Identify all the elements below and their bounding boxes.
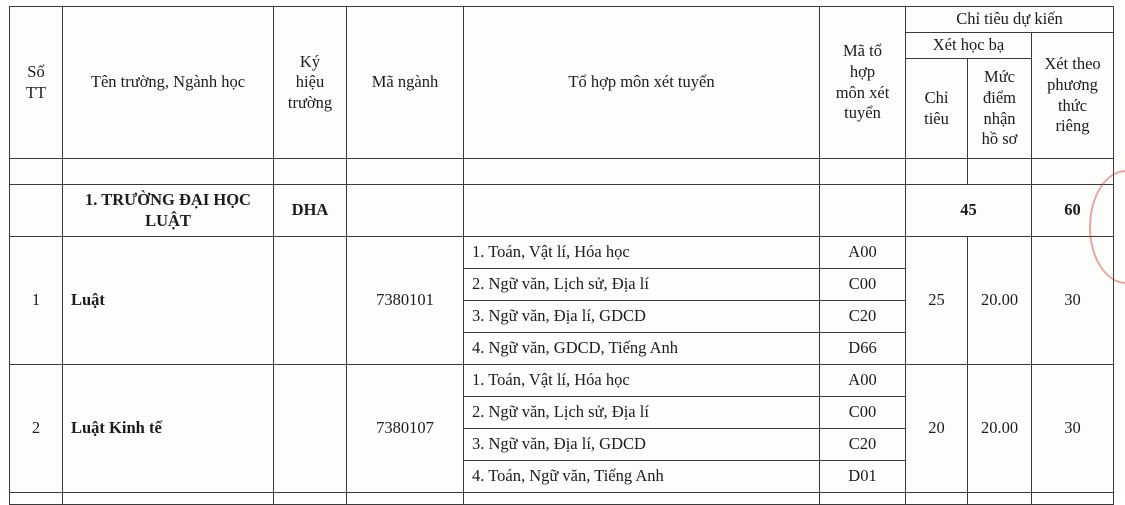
- major-name: Luật Kinh tế: [63, 365, 274, 493]
- major-own-method: 30: [1032, 237, 1114, 365]
- major-quota: 25: [906, 237, 968, 365]
- combination-code: A00: [820, 365, 906, 397]
- major-code: 7380101: [347, 237, 464, 365]
- admissions-table: [9, 6, 1114, 505]
- header-transcript-review: Xét học bạ: [906, 33, 1032, 59]
- header-own-method: Xét theo phương thức riêng: [1032, 33, 1114, 159]
- combination-label: 4. Ngữ văn, GDCD, Tiếng Anh: [464, 333, 820, 365]
- header-quota: Chỉ tiêu: [906, 59, 968, 159]
- school-quota: 45: [906, 185, 1032, 237]
- combination-code: D66: [820, 333, 906, 365]
- school-symbol: DHA: [274, 185, 347, 237]
- combination-label: 2. Ngữ văn, Lịch sử, Địa lí: [464, 269, 820, 301]
- header-subject-combination: Tổ hợp môn xét tuyển: [464, 7, 820, 159]
- header-school-major: Tên trường, Ngành học: [63, 7, 274, 159]
- combination-label: 3. Ngữ văn, Địa lí, GDCD: [464, 429, 820, 461]
- table-row: [10, 365, 1114, 397]
- major-code: 7380107: [347, 365, 464, 493]
- major-stt: 1: [10, 237, 63, 365]
- school-name: 1. TRƯỜNG ĐẠI HỌC LUẬT: [63, 185, 274, 237]
- combination-label: 2. Ngữ văn, Lịch sử, Địa lí: [464, 397, 820, 429]
- header-school-symbol: Ký hiệu trường: [274, 7, 347, 159]
- major-own-method: 30: [1032, 365, 1114, 493]
- continuation-row: [10, 493, 1114, 505]
- header-major-code: Mã ngành: [347, 7, 464, 159]
- combination-label: 3. Ngữ văn, Địa lí, GDCD: [464, 301, 820, 333]
- combination-label: 4. Toán, Ngữ văn, Tiếng Anh: [464, 461, 820, 493]
- school-own-method: 60: [1032, 185, 1114, 237]
- major-min-score: 20.00: [968, 237, 1032, 365]
- combination-code: C20: [820, 301, 906, 333]
- combination-label: 1. Toán, Vật lí, Hóa học: [464, 365, 820, 397]
- major-min-score: 20.00: [968, 365, 1032, 493]
- table-row: [10, 237, 1114, 269]
- major-name: Luật: [63, 237, 274, 365]
- empty-row: [10, 159, 1114, 185]
- school-row: [10, 185, 1114, 237]
- combination-code: D01: [820, 461, 906, 493]
- combination-code: C00: [820, 397, 906, 429]
- combination-code: A00: [820, 237, 906, 269]
- combination-code: C00: [820, 269, 906, 301]
- combination-label: 1. Toán, Vật lí, Hóa học: [464, 237, 820, 269]
- header-min-score: Mức điểm nhận hồ sơ: [968, 59, 1032, 159]
- header-combination-code: Mã tổ hợp môn xét tuyển: [820, 7, 906, 159]
- header-stt: Số TT: [10, 7, 63, 159]
- combination-code: C20: [820, 429, 906, 461]
- major-stt: 2: [10, 365, 63, 493]
- major-quota: 20: [906, 365, 968, 493]
- header-expected-quota: Chỉ tiêu dự kiến: [906, 7, 1114, 33]
